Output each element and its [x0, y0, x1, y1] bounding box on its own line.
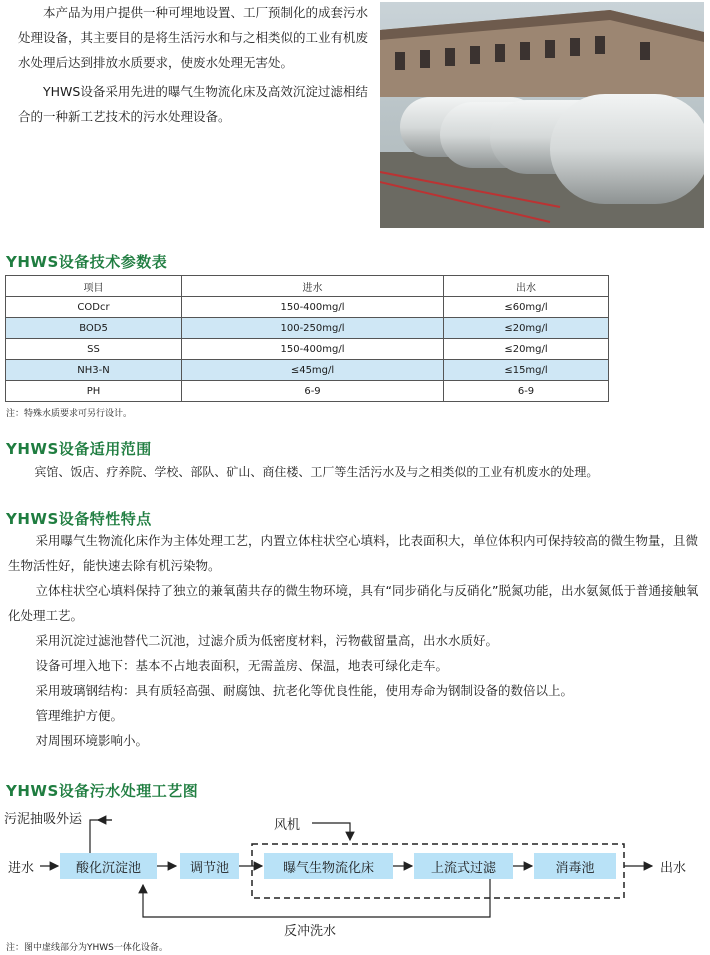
table-cell: 150-400mg/l — [182, 297, 444, 318]
feature-item: 采用玻璃钢结构：具有质轻高强、耐腐蚀、抗老化等优良性能，使用寿命为钢制设备的数倍以上。 — [35, 683, 574, 698]
table-row — [6, 318, 609, 339]
table-cell: CODcr — [6, 297, 182, 318]
process-step-acidification: 酸化沉淀池 — [60, 853, 157, 879]
process-step-disinfection: 消毒池 — [534, 853, 616, 879]
scope-text-block — [8, 460, 708, 485]
table-cell: 100-250mg/l — [182, 318, 444, 339]
process-step-regulating: 调节池 — [180, 853, 239, 879]
intro-text — [18, 0, 368, 133]
process-note: 注：图中虚线部分为YHWS一体化设备。 — [6, 943, 168, 953]
scope-title: YHWS设备适用范围 — [6, 440, 152, 458]
inlet-label: 进水 — [8, 861, 35, 876]
feature-item: 对周围环境影响小。 — [35, 733, 149, 748]
backwash-label: 反冲洗水 — [284, 924, 337, 939]
process-diagram — [0, 790, 710, 950]
table-cell: SS — [6, 339, 182, 360]
process-title: YHWS设备污水处理工艺图 — [6, 782, 199, 800]
table-cell: ≤15mg/l — [444, 360, 609, 381]
table-row — [6, 339, 609, 360]
features-title: YHWS设备特性特点 — [6, 510, 152, 528]
process-step-aeration-bed: 曝气生物流化床 — [264, 853, 393, 879]
table-cell: ≤20mg/l — [444, 318, 609, 339]
feature-item: 管理维护方便。 — [35, 708, 124, 723]
intro-paragraph-2: YHWS设备采用先进的曝气生物流化床及高效沉淀过滤相结合的一种新工艺技术的污水处理设备。 — [18, 84, 368, 124]
table-cell: PH — [6, 381, 182, 402]
header-outlet: 出水 — [444, 276, 609, 297]
feature-item: 采用曝气生物流化床作为主体处理工艺，内置立体柱状空心填料，比表面积大，单位体积内可保持较高的微生物量，且微生物活性好，能快速去除有机污染物。 — [8, 533, 699, 573]
table-row — [6, 297, 609, 318]
table-cell: NH3-N — [6, 360, 182, 381]
header-inlet: 进水 — [182, 276, 444, 297]
table-cell: ≤45mg/l — [182, 360, 444, 381]
fan-label: 风机 — [274, 818, 301, 833]
table-cell: 6-9 — [444, 381, 609, 402]
table-cell: 6-9 — [182, 381, 444, 402]
params-note: 注：特殊水质要求可另行设计。 — [6, 409, 133, 419]
features-list — [8, 528, 708, 753]
feature-item: 立体柱状空心填料保持了独立的兼氧菌共存的微生物环境，具有“同步硝化与反硝化”脱氮功能，出水氨氮低于普通接触氧化处理工艺。 — [8, 583, 699, 623]
table-row — [6, 360, 609, 381]
params-title: YHWS设备技术参数表 — [6, 253, 168, 271]
table-header-row — [6, 276, 609, 297]
table-cell: ≤60mg/l — [444, 297, 609, 318]
table-cell: 150-400mg/l — [182, 339, 444, 360]
params-table — [5, 275, 609, 402]
table-row — [6, 381, 609, 402]
table-cell: BOD5 — [6, 318, 182, 339]
table-cell: ≤20mg/l — [444, 339, 609, 360]
feature-item: 采用沉淀过滤池替代二沉池，过滤介质为低密度材料，污物截留量高，出水水质好。 — [35, 633, 499, 648]
sludge-label: 污泥抽吸外运 — [4, 812, 83, 827]
scope-text: 宾馆、饭店、疗养院、学校、部队、矿山、商住楼、工厂等生活污水及与之相类似的工业有机废水的处理。 — [34, 465, 599, 479]
feature-item: 设备可埋入地下：基本不占地表面积，无需盖房、保温，地表可绿化走车。 — [35, 658, 449, 673]
header-item: 项目 — [6, 276, 182, 297]
equipment-photo — [380, 2, 704, 228]
intro-paragraph-1: 本产品为用户提供一种可埋地设置、工厂预制化的成套污水处理设备，其主要目的是将生活污水和与之相类似的工业有机废水处理后达到排放水质要求，使废水处理无害处。 — [18, 5, 369, 70]
process-step-upflow-filter: 上流式过滤 — [414, 853, 513, 879]
outlet-label: 出水 — [660, 861, 687, 876]
